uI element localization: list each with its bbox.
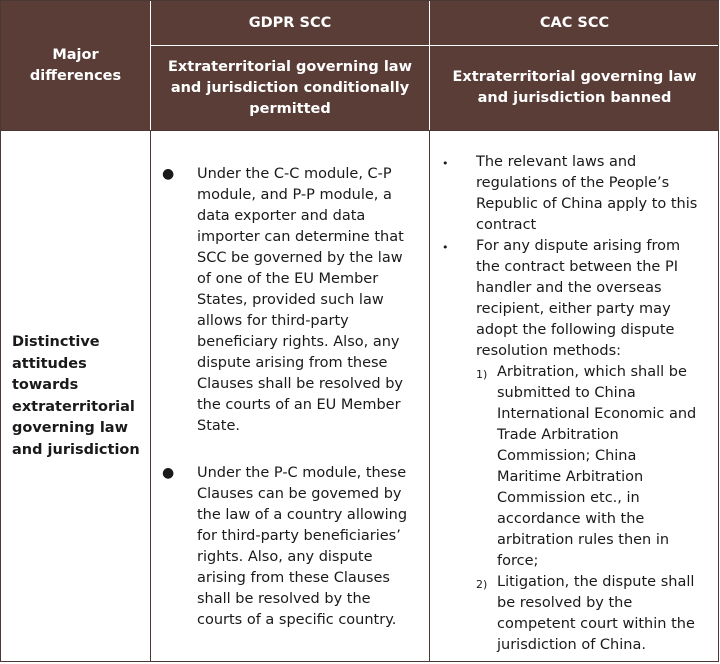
header-major-differences [1,1,150,130]
cac-cell [430,152,719,656]
cac-bullet-2 [438,236,701,656]
row-label-cell [1,131,150,662]
method-text: Litigation, the dispute shall be resolved by the competent court within the jurisdiction of China. [497,574,695,653]
cac-bullet-list [438,152,701,656]
bullet-icon: ● [162,465,175,481]
header-cac [430,1,719,45]
header-cac-sub [430,46,719,130]
bullet-icon: • [442,157,449,170]
header-cac-sub-label: Extraterritorial governing law and jurisdiction banned [452,69,697,106]
bullet-icon: • [442,241,449,254]
row-label: Distinctive attitudes towards extraterritorial governing law and jurisdiction [12,334,140,458]
cac-bullet-1-text: The relevant laws and regulations of the People’s Republic of China apply to this contract [476,154,698,233]
header-gdpr-sub [151,46,429,130]
gdpr-bullet-1 [162,164,415,437]
method-text: Arbitration, which shall be submitted to China International Economic and Trade Arbitration Commission; China Maritime Arbitration Commission etc., in accordance with the arbitration rules then in force; [497,364,697,569]
gdpr-bullet-2 [162,463,415,631]
header-gdpr-sub-label: Extraterritorial governing law and jurisdiction conditionally permitted [168,58,412,117]
gdpr-bullet-1-text: Under the C-C module, C-P module, and P-P module, a data exporter and data importer can determine that SCC be governed by the law of one of the EU Member States, provided such law allows for third-party beneficiary rights. Also, any dispute arising from these Clauses shall be resolved by the courts of an EU Member State. [197,166,404,434]
header-cac-label: CAC SCC [539,14,610,31]
cac-bullet-2-text: For any dispute arising from the contract between the PI handler and the overseas recipient, either party may adopt the following dispute resolution methods: [476,238,681,359]
gdpr-bullet-list [162,164,415,631]
dispute-method-1 [476,362,701,572]
header-gdpr [151,1,429,45]
bullet-icon: ● [162,166,175,182]
method-number: 2) [476,578,488,591]
cac-bullet-1 [438,152,701,236]
method-number: 1) [476,368,488,381]
gdpr-cell [151,164,429,631]
dispute-method-list [476,362,701,656]
header-gdpr-label: GDPR SCC [248,14,332,31]
gdpr-bullet-2-text: Under the P-C module, these Clauses can be govemed by the law of a country allowing for third-party beneficiaries’ rights. Also, any dispute arising from these Clauses shall be resolved by the courts of a specific country. [197,465,408,628]
header-major-differences-label: Major differences [29,46,122,84]
dispute-method-2 [476,572,701,656]
